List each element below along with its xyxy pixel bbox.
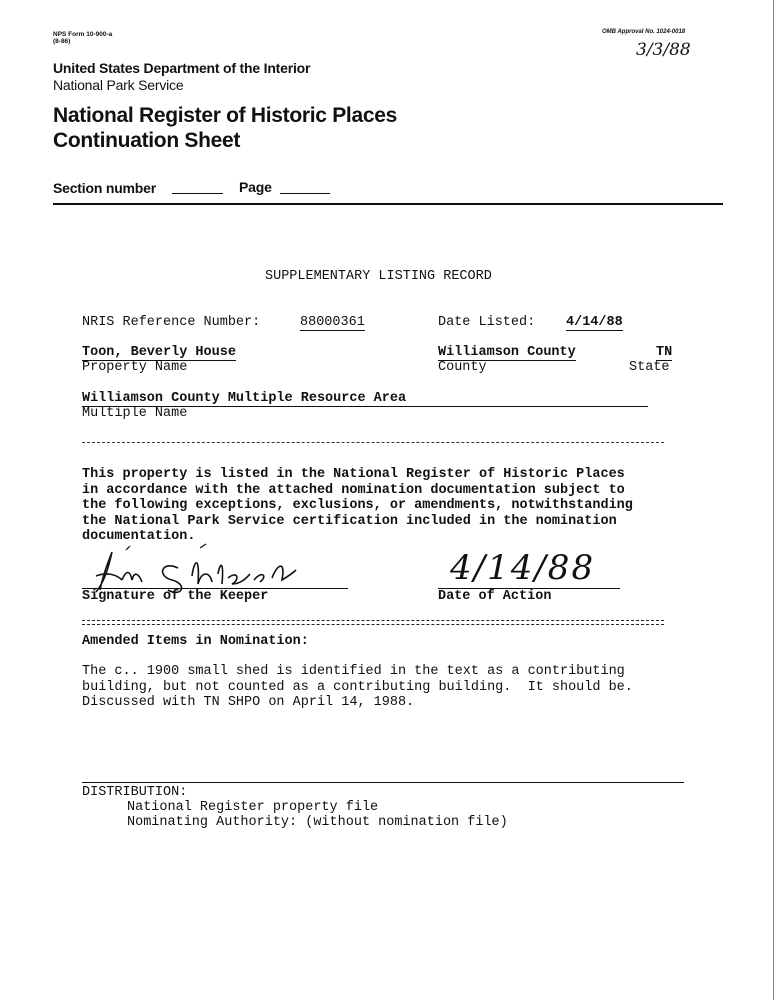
handwritten-date: 3/3/88 [636, 40, 691, 60]
amended-text: The c.. 1900 small shed is identified in the text as a contributing building, but not counted as a contributing building. It should be. Discussed with TN SHPO on April 14, 1988. [82, 664, 633, 710]
action-date-handwritten: 4/14/88 [450, 548, 596, 588]
county-value: Williamson County [438, 345, 576, 360]
distribution-rule [82, 782, 684, 783]
scan-edge [773, 0, 774, 1000]
record-heading: SUPPLEMENTARY LISTING RECORD [265, 269, 492, 284]
page-label: Page [239, 179, 272, 195]
signature-label: Signature of the Keeper [82, 589, 269, 604]
property-name: Toon, Beverly House [82, 345, 236, 360]
property-name-label: Property Name [82, 360, 188, 375]
county-label: County [438, 360, 487, 375]
amended-heading: Amended Items in Nomination: [82, 634, 309, 649]
nris-value: 88000361 [300, 315, 365, 330]
listing-statement: This property is listed in the National Register of Historic Places in accordance with the attached nomination documentation subject to the following exceptions, exclusions, or amendments, notwithstanding the National Park Service certification included in the nomination documentation. [82, 467, 633, 544]
section-number-label: Section number [53, 180, 156, 196]
agency-name: National Park Service [53, 77, 184, 93]
distribution-item: Nominating Authority: (without nomination file) [127, 815, 508, 830]
section-number-blank [172, 193, 223, 194]
form-title: National Register of Historic Places [53, 104, 397, 127]
date-listed-value: 4/14/88 [566, 315, 623, 330]
omb-approval: OMB Approval No. 1024-0018 [602, 29, 686, 35]
department-name: United States Department of the Interior [53, 60, 311, 76]
distribution-label: DISTRIBUTION: [82, 785, 188, 800]
form-number: NPS Form 10-900-a [53, 31, 113, 38]
state-value: TN [656, 345, 673, 360]
form-date: (8-86) [53, 38, 71, 45]
multiple-name-label: Multiple Name [82, 406, 188, 421]
state-label: State [629, 360, 670, 375]
multiple-name: Williamson County Multiple Resource Area [82, 391, 407, 406]
nris-label: NRIS Reference Number: [82, 315, 261, 330]
header-rule [53, 203, 723, 205]
double-dashed-separator [82, 620, 664, 625]
page-number-blank [280, 193, 330, 194]
date-listed-label: Date Listed: [438, 315, 536, 330]
date-of-action-label: Date of Action [438, 589, 552, 604]
form-subtitle: Continuation Sheet [53, 129, 241, 152]
distribution-item: National Register property file [127, 800, 379, 815]
dashed-separator [82, 442, 664, 443]
